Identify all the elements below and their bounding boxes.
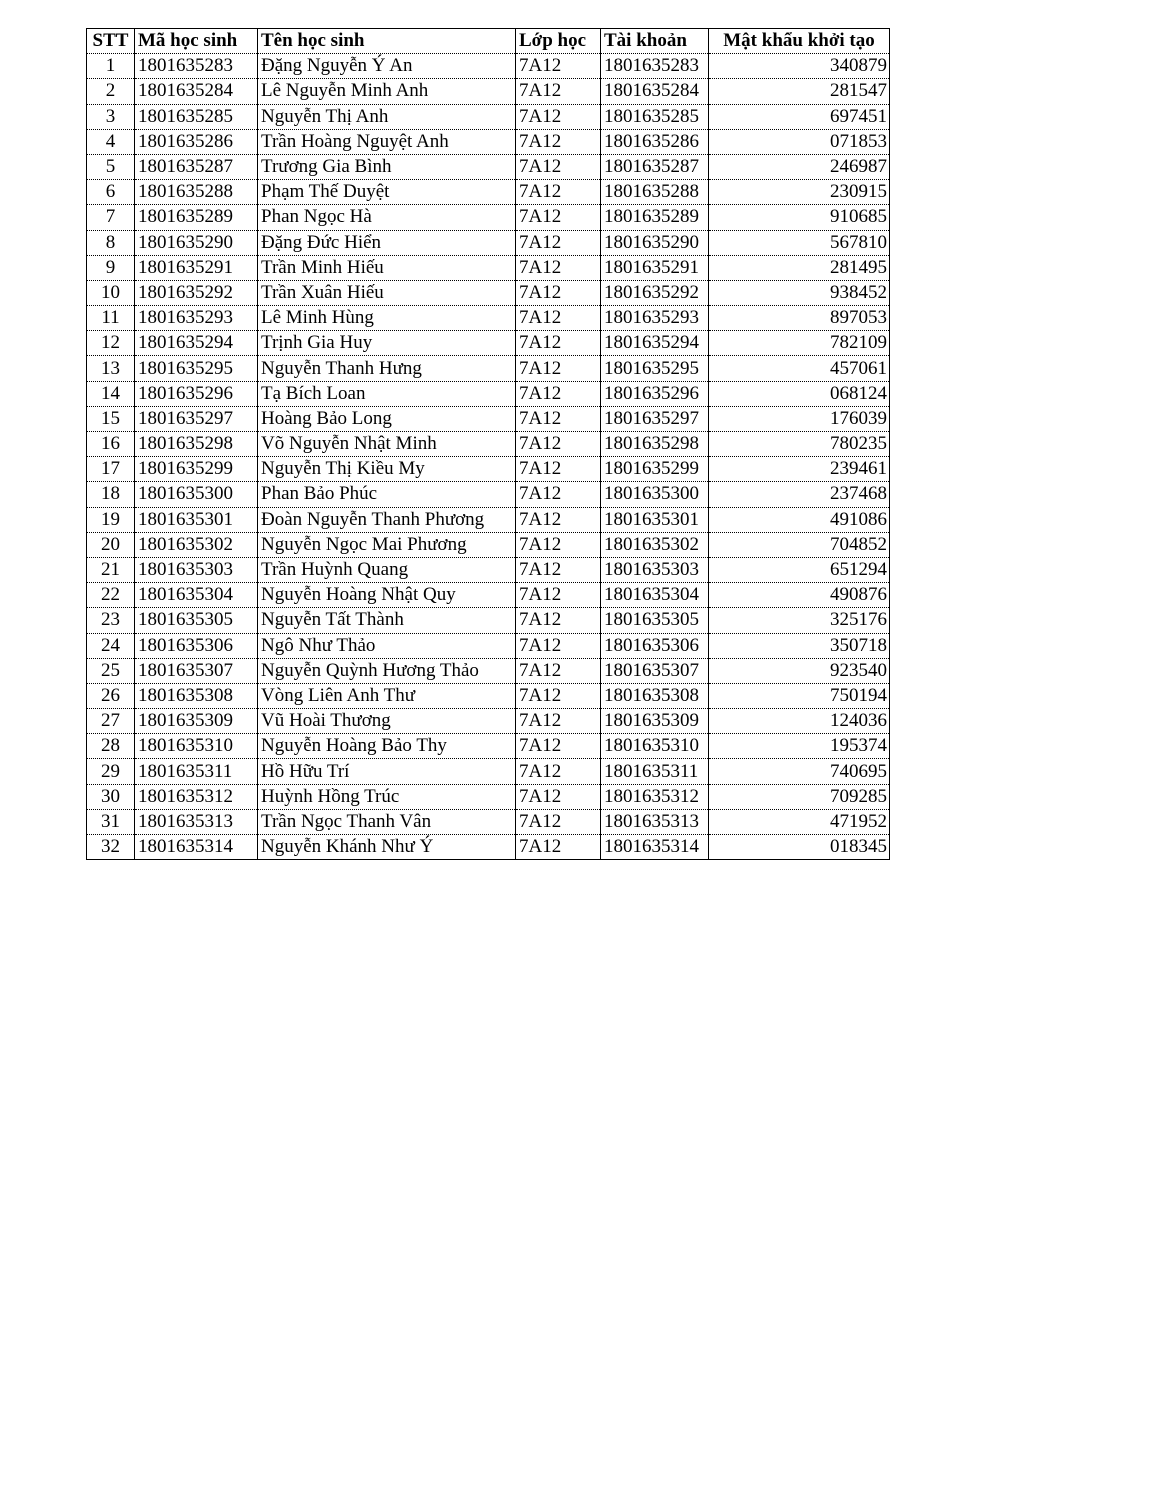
table-row xyxy=(87,557,890,582)
cell-student-id: 1801635294 xyxy=(135,331,258,356)
cell-initial-password: 491086 xyxy=(709,507,890,532)
cell-class: 7A12 xyxy=(516,356,601,381)
table-row xyxy=(87,835,890,860)
cell-stt: 27 xyxy=(87,709,135,734)
cell-student-name: Lê Nguyễn Minh Anh xyxy=(258,79,516,104)
header-student-id: Mã học sinh xyxy=(135,29,258,54)
cell-class: 7A12 xyxy=(516,759,601,784)
cell-account: 1801635312 xyxy=(601,784,709,809)
cell-class: 7A12 xyxy=(516,784,601,809)
cell-student-id: 1801635285 xyxy=(135,104,258,129)
cell-student-name: Hồ Hữu Trí xyxy=(258,759,516,784)
cell-student-id: 1801635290 xyxy=(135,230,258,255)
cell-initial-password: 124036 xyxy=(709,709,890,734)
cell-class: 7A12 xyxy=(516,507,601,532)
table-row xyxy=(87,255,890,280)
cell-student-name: Nguyễn Hoàng Bảo Thy xyxy=(258,734,516,759)
cell-account: 1801635301 xyxy=(601,507,709,532)
cell-class: 7A12 xyxy=(516,532,601,557)
table-row xyxy=(87,482,890,507)
cell-student-id: 1801635288 xyxy=(135,180,258,205)
cell-stt: 12 xyxy=(87,331,135,356)
table-row xyxy=(87,457,890,482)
cell-initial-password: 923540 xyxy=(709,658,890,683)
table-row xyxy=(87,583,890,608)
cell-class: 7A12 xyxy=(516,129,601,154)
header-account: Tài khoản xyxy=(601,29,709,54)
cell-account: 1801635307 xyxy=(601,658,709,683)
table-row xyxy=(87,759,890,784)
cell-stt: 26 xyxy=(87,683,135,708)
cell-student-id: 1801635298 xyxy=(135,432,258,457)
cell-initial-password: 567810 xyxy=(709,230,890,255)
cell-account: 1801635290 xyxy=(601,230,709,255)
table-row xyxy=(87,331,890,356)
cell-student-name: Võ Nguyễn Nhật Minh xyxy=(258,432,516,457)
cell-stt: 18 xyxy=(87,482,135,507)
cell-stt: 13 xyxy=(87,356,135,381)
cell-student-name: Nguyễn Hoàng Nhật Quy xyxy=(258,583,516,608)
cell-student-name: Nguyễn Thanh Hưng xyxy=(258,356,516,381)
cell-initial-password: 068124 xyxy=(709,381,890,406)
cell-student-id: 1801635307 xyxy=(135,658,258,683)
cell-student-id: 1801635297 xyxy=(135,406,258,431)
cell-initial-password: 237468 xyxy=(709,482,890,507)
cell-student-name: Huỳnh Hồng Trúc xyxy=(258,784,516,809)
cell-stt: 30 xyxy=(87,784,135,809)
student-account-table xyxy=(86,28,890,860)
cell-initial-password: 176039 xyxy=(709,406,890,431)
cell-initial-password: 750194 xyxy=(709,683,890,708)
cell-student-id: 1801635287 xyxy=(135,154,258,179)
cell-stt: 10 xyxy=(87,280,135,305)
cell-student-name: Phan Ngọc Hà xyxy=(258,205,516,230)
cell-student-name: Trần Minh Hiếu xyxy=(258,255,516,280)
cell-student-name: Trần Huỳnh Quang xyxy=(258,557,516,582)
cell-student-id: 1801635291 xyxy=(135,255,258,280)
cell-initial-password: 239461 xyxy=(709,457,890,482)
table-row xyxy=(87,532,890,557)
cell-stt: 15 xyxy=(87,406,135,431)
cell-student-name: Đặng Nguyễn Ý An xyxy=(258,54,516,79)
cell-account: 1801635286 xyxy=(601,129,709,154)
cell-account: 1801635300 xyxy=(601,482,709,507)
cell-class: 7A12 xyxy=(516,683,601,708)
cell-account: 1801635313 xyxy=(601,809,709,834)
cell-account: 1801635291 xyxy=(601,255,709,280)
cell-account: 1801635296 xyxy=(601,381,709,406)
cell-stt: 23 xyxy=(87,608,135,633)
cell-student-id: 1801635313 xyxy=(135,809,258,834)
cell-account: 1801635306 xyxy=(601,633,709,658)
cell-class: 7A12 xyxy=(516,331,601,356)
cell-student-id: 1801635299 xyxy=(135,457,258,482)
table-row xyxy=(87,608,890,633)
cell-student-id: 1801635286 xyxy=(135,129,258,154)
cell-initial-password: 651294 xyxy=(709,557,890,582)
table-row xyxy=(87,154,890,179)
cell-stt: 2 xyxy=(87,79,135,104)
cell-initial-password: 350718 xyxy=(709,633,890,658)
cell-stt: 9 xyxy=(87,255,135,280)
cell-student-name: Đoàn Nguyễn Thanh Phương xyxy=(258,507,516,532)
table-row xyxy=(87,809,890,834)
cell-stt: 4 xyxy=(87,129,135,154)
cell-student-id: 1801635284 xyxy=(135,79,258,104)
cell-stt: 20 xyxy=(87,532,135,557)
cell-student-id: 1801635292 xyxy=(135,280,258,305)
cell-stt: 5 xyxy=(87,154,135,179)
table-row xyxy=(87,709,890,734)
cell-student-name: Vòng Liên Anh Thư xyxy=(258,683,516,708)
header-row xyxy=(87,29,890,54)
header-student-name: Tên học sinh xyxy=(258,29,516,54)
table-body xyxy=(87,54,890,860)
cell-student-name: Tạ Bích Loan xyxy=(258,381,516,406)
cell-account: 1801635298 xyxy=(601,432,709,457)
cell-initial-password: 897053 xyxy=(709,306,890,331)
cell-stt: 21 xyxy=(87,557,135,582)
cell-student-name: Đặng Đức Hiển xyxy=(258,230,516,255)
cell-initial-password: 246987 xyxy=(709,154,890,179)
cell-student-id: 1801635314 xyxy=(135,835,258,860)
cell-class: 7A12 xyxy=(516,457,601,482)
cell-student-name: Nguyễn Tất Thành xyxy=(258,608,516,633)
cell-class: 7A12 xyxy=(516,104,601,129)
cell-stt: 19 xyxy=(87,507,135,532)
cell-initial-password: 782109 xyxy=(709,331,890,356)
cell-student-id: 1801635304 xyxy=(135,583,258,608)
cell-account: 1801635304 xyxy=(601,583,709,608)
cell-stt: 29 xyxy=(87,759,135,784)
table-header xyxy=(87,29,890,54)
cell-account: 1801635294 xyxy=(601,331,709,356)
cell-student-id: 1801635303 xyxy=(135,557,258,582)
cell-class: 7A12 xyxy=(516,633,601,658)
table-row xyxy=(87,205,890,230)
cell-class: 7A12 xyxy=(516,54,601,79)
cell-stt: 24 xyxy=(87,633,135,658)
table-row xyxy=(87,432,890,457)
table-row xyxy=(87,633,890,658)
cell-initial-password: 471952 xyxy=(709,809,890,834)
cell-account: 1801635297 xyxy=(601,406,709,431)
cell-account: 1801635305 xyxy=(601,608,709,633)
cell-student-id: 1801635308 xyxy=(135,683,258,708)
cell-stt: 8 xyxy=(87,230,135,255)
cell-stt: 28 xyxy=(87,734,135,759)
cell-student-name: Trần Ngọc Thanh Vân xyxy=(258,809,516,834)
cell-stt: 7 xyxy=(87,205,135,230)
cell-stt: 6 xyxy=(87,180,135,205)
cell-account: 1801635289 xyxy=(601,205,709,230)
cell-stt: 17 xyxy=(87,457,135,482)
cell-student-name: Nguyễn Thị Anh xyxy=(258,104,516,129)
cell-student-id: 1801635312 xyxy=(135,784,258,809)
cell-account: 1801635284 xyxy=(601,79,709,104)
table-row xyxy=(87,230,890,255)
cell-class: 7A12 xyxy=(516,205,601,230)
cell-student-name: Trương Gia Bình xyxy=(258,154,516,179)
cell-student-name: Phan Bảo Phúc xyxy=(258,482,516,507)
cell-account: 1801635302 xyxy=(601,532,709,557)
cell-initial-password: 281495 xyxy=(709,255,890,280)
table-row xyxy=(87,356,890,381)
table-row xyxy=(87,381,890,406)
cell-initial-password: 910685 xyxy=(709,205,890,230)
cell-initial-password: 018345 xyxy=(709,835,890,860)
cell-student-name: Nguyễn Khánh Như Ý xyxy=(258,835,516,860)
cell-account: 1801635310 xyxy=(601,734,709,759)
cell-class: 7A12 xyxy=(516,230,601,255)
cell-student-name: Trần Xuân Hiếu xyxy=(258,280,516,305)
cell-account: 1801635311 xyxy=(601,759,709,784)
cell-student-id: 1801635311 xyxy=(135,759,258,784)
table-row xyxy=(87,180,890,205)
cell-stt: 3 xyxy=(87,104,135,129)
cell-initial-password: 938452 xyxy=(709,280,890,305)
table-row xyxy=(87,406,890,431)
header-stt: STT xyxy=(87,29,135,54)
cell-student-id: 1801635295 xyxy=(135,356,258,381)
cell-account: 1801635288 xyxy=(601,180,709,205)
cell-class: 7A12 xyxy=(516,255,601,280)
cell-student-name: Hoàng Bảo Long xyxy=(258,406,516,431)
cell-account: 1801635308 xyxy=(601,683,709,708)
cell-account: 1801635314 xyxy=(601,835,709,860)
cell-class: 7A12 xyxy=(516,280,601,305)
cell-stt: 16 xyxy=(87,432,135,457)
cell-student-id: 1801635300 xyxy=(135,482,258,507)
cell-student-id: 1801635302 xyxy=(135,532,258,557)
table-row xyxy=(87,129,890,154)
cell-account: 1801635299 xyxy=(601,457,709,482)
cell-account: 1801635295 xyxy=(601,356,709,381)
cell-account: 1801635287 xyxy=(601,154,709,179)
cell-class: 7A12 xyxy=(516,835,601,860)
cell-class: 7A12 xyxy=(516,658,601,683)
cell-account: 1801635293 xyxy=(601,306,709,331)
cell-student-id: 1801635301 xyxy=(135,507,258,532)
cell-student-id: 1801635296 xyxy=(135,381,258,406)
cell-class: 7A12 xyxy=(516,809,601,834)
cell-class: 7A12 xyxy=(516,482,601,507)
table-row xyxy=(87,734,890,759)
cell-account: 1801635285 xyxy=(601,104,709,129)
cell-initial-password: 704852 xyxy=(709,532,890,557)
cell-initial-password: 195374 xyxy=(709,734,890,759)
cell-stt: 22 xyxy=(87,583,135,608)
cell-student-name: Lê Minh Hùng xyxy=(258,306,516,331)
cell-student-id: 1801635283 xyxy=(135,54,258,79)
table-row xyxy=(87,104,890,129)
table-row xyxy=(87,658,890,683)
cell-student-id: 1801635309 xyxy=(135,709,258,734)
cell-student-name: Trần Hoàng Nguyệt Anh xyxy=(258,129,516,154)
cell-class: 7A12 xyxy=(516,79,601,104)
cell-stt: 32 xyxy=(87,835,135,860)
cell-student-name: Phạm Thế Duyệt xyxy=(258,180,516,205)
cell-class: 7A12 xyxy=(516,734,601,759)
table-row xyxy=(87,507,890,532)
cell-class: 7A12 xyxy=(516,306,601,331)
cell-initial-password: 740695 xyxy=(709,759,890,784)
header-class: Lớp học xyxy=(516,29,601,54)
cell-student-id: 1801635289 xyxy=(135,205,258,230)
cell-account: 1801635283 xyxy=(601,54,709,79)
cell-initial-password: 281547 xyxy=(709,79,890,104)
cell-initial-password: 071853 xyxy=(709,129,890,154)
cell-class: 7A12 xyxy=(516,608,601,633)
cell-stt: 11 xyxy=(87,306,135,331)
cell-initial-password: 457061 xyxy=(709,356,890,381)
cell-account: 1801635309 xyxy=(601,709,709,734)
cell-initial-password: 230915 xyxy=(709,180,890,205)
table-row xyxy=(87,683,890,708)
cell-student-name: Nguyễn Ngọc Mai Phương xyxy=(258,532,516,557)
header-initial-password: Mật khẩu khởi tạo xyxy=(709,29,890,54)
table-row xyxy=(87,306,890,331)
cell-class: 7A12 xyxy=(516,432,601,457)
cell-class: 7A12 xyxy=(516,406,601,431)
cell-stt: 25 xyxy=(87,658,135,683)
cell-stt: 31 xyxy=(87,809,135,834)
cell-student-id: 1801635310 xyxy=(135,734,258,759)
table-row xyxy=(87,79,890,104)
table-row xyxy=(87,280,890,305)
cell-initial-password: 780235 xyxy=(709,432,890,457)
cell-student-name: Nguyễn Thị Kiều My xyxy=(258,457,516,482)
table-row xyxy=(87,784,890,809)
cell-student-id: 1801635305 xyxy=(135,608,258,633)
cell-class: 7A12 xyxy=(516,557,601,582)
cell-initial-password: 340879 xyxy=(709,54,890,79)
cell-student-name: Ngô Như Thảo xyxy=(258,633,516,658)
cell-student-name: Trịnh Gia Huy xyxy=(258,331,516,356)
cell-initial-password: 697451 xyxy=(709,104,890,129)
cell-class: 7A12 xyxy=(516,583,601,608)
cell-account: 1801635292 xyxy=(601,280,709,305)
cell-class: 7A12 xyxy=(516,154,601,179)
cell-account: 1801635303 xyxy=(601,557,709,582)
cell-student-id: 1801635293 xyxy=(135,306,258,331)
cell-student-name: Nguyễn Quỳnh Hương Thảo xyxy=(258,658,516,683)
cell-initial-password: 325176 xyxy=(709,608,890,633)
cell-class: 7A12 xyxy=(516,180,601,205)
cell-stt: 14 xyxy=(87,381,135,406)
cell-stt: 1 xyxy=(87,54,135,79)
cell-student-id: 1801635306 xyxy=(135,633,258,658)
cell-student-name: Vũ Hoài Thương xyxy=(258,709,516,734)
cell-class: 7A12 xyxy=(516,709,601,734)
cell-initial-password: 709285 xyxy=(709,784,890,809)
table-row xyxy=(87,54,890,79)
cell-class: 7A12 xyxy=(516,381,601,406)
cell-initial-password: 490876 xyxy=(709,583,890,608)
